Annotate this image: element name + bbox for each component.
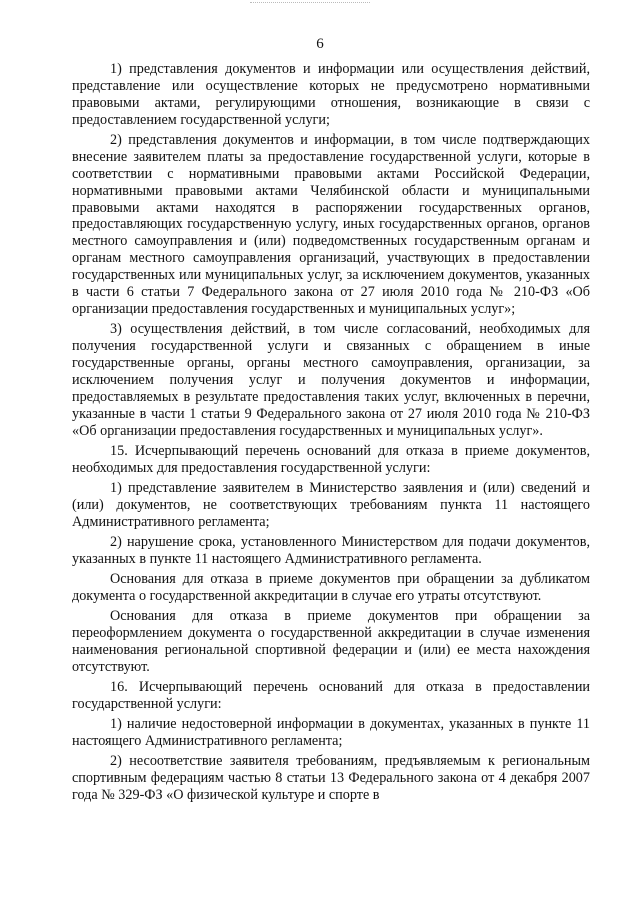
scan-artifact [250, 2, 370, 4]
paragraph-4: 15. Исчерпывающий перечень оснований для отказа в приеме документов, необходимых для предоставления государственной услуги: [72, 442, 590, 476]
paragraph-2: 2) представления документов и информации, в том числе подтверждающих внесение заявителем платы за предоставление государственной услуги, которые в соответствии с нормативными правовыми актами Российской Федерации, нормативными правовыми актами Челябинской области и муниципальными правовыми актами находятся в распоряжении государственных органов, предоставляющих государственную услугу, иных государственных органов, органов местного самоуправления и (или) подведомственных государственным органам и органам местного самоуправления организаций, участвующих в предоставлении государственных или муниципальных услуг, за исключением документов, указанных в части 6 статьи 7 Федерального закона от 27 июля 2010 года № 210-ФЗ «Об организации предоставления государственных и муниципальных услуг»; [72, 131, 590, 317]
document-body [72, 61, 590, 807]
paragraph-1: 1) представления документов и информации или осуществления действий, представление или осуществление которых не предусмотрено нормативными правовыми актами, регулирующими отношения, возникающие в связи с предоставлением государственной услуги; [72, 61, 590, 128]
page-number: 6 [316, 36, 324, 52]
paragraph-10: 1) наличие недостоверной информации в документах, указанных в пункте 11 настоящего Административного регламента; [72, 716, 590, 750]
paragraph-5: 1) представление заявителем в Министерство заявления и (или) сведений и (или) документов, не соответствующих требованиям пункта 11 настоящего Административного регламента; [72, 479, 590, 530]
paragraph-3: 3) осуществления действий, в том числе согласований, необходимых для получения государственной услуги и связанных с обращением в иные государственные органы, органы местного самоуправления, организации, за исключением получения услуг и получения документов и информации, предоставляемых в результате предоставления таких услуг, включенных в перечни, указанные в части 1 статьи 9 Федерального закона от 27 июля 2010 года № 210-ФЗ «Об организации предоставления государственных и муниципальных услуг». [72, 321, 590, 439]
paragraph-6: 2) нарушение срока, установленного Министерством для подачи документов, указанных в пункте 11 настоящего Административного регламента. [72, 533, 590, 567]
paragraph-8: Основания для отказа в приеме документов при обращении за переоформлением документа о государственной аккредитации в случае изменения наименования региональной спортивной федерации и (или) ее места нахождения отсутствуют. [72, 608, 590, 675]
paragraph-9: 16. Исчерпывающий перечень оснований для отказа в предоставлении государственной услуги: [72, 679, 590, 712]
paragraph-7: Основания для отказа в приеме документов при обращении за дубликатом документа о государственной аккредитации в случае его утраты отсутствуют. [72, 571, 590, 604]
paragraph-11: 2) несоответствие заявителя требованиям, предъявляемым к региональным спортивным федерациям частью 8 статьи 13 Федерального закона от 4 декабря 2007 года № 329-ФЗ «О физической культуре и спорте в [72, 753, 590, 804]
